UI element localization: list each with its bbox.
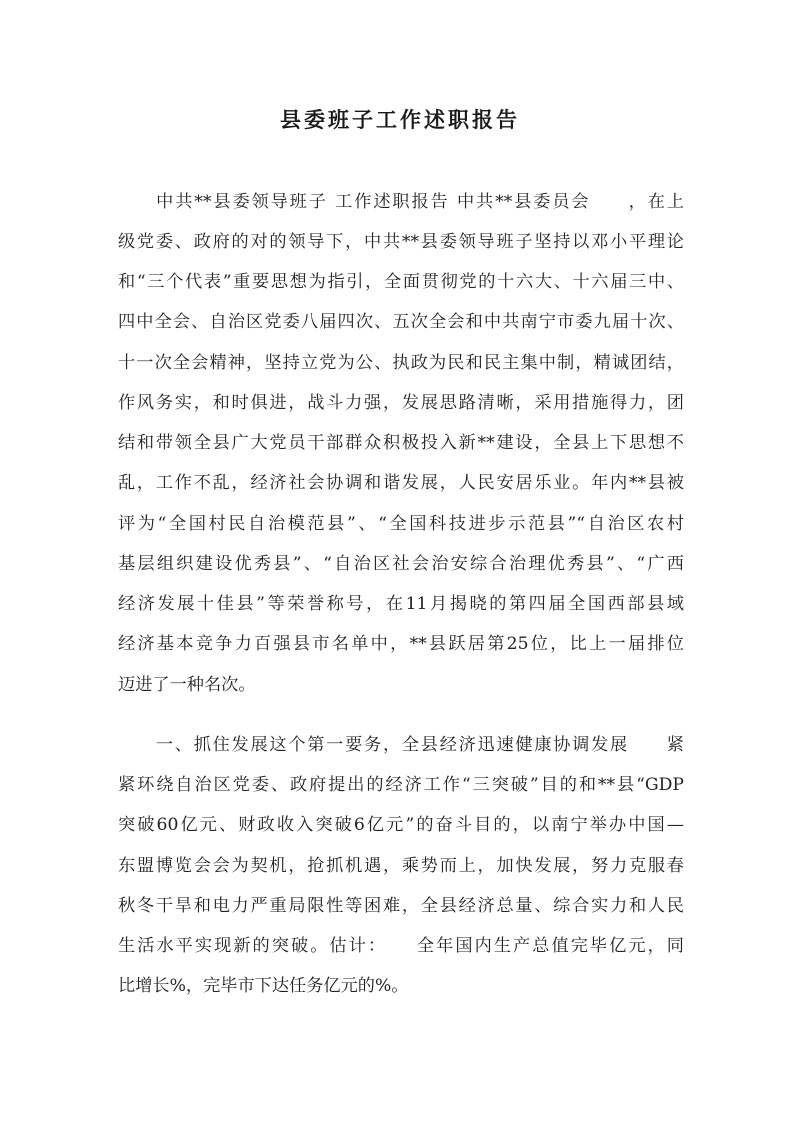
paragraph-line: 级党委、政府的对的领导下，中共**县委领导班子坚持以邓小平理论 [118,232,684,252]
paragraph-line: 生活水平实现新的突破。估计： 全年国内生产总值完毕亿元，同 [118,936,684,956]
paragraph-line: 秋冬干旱和电力严重局限性等困难，全县经济总量、综合实力和人民 [118,896,684,916]
paragraph-line: 比增长%，完毕市下达任务亿元的%。 [118,976,409,996]
paragraph-line: 乱，工作不乱，经济社会协调和谐发展，人民安居乐业。年内**县被 [118,473,684,493]
paragraph-line: 基层组织建设优秀县”、“自治区社会治安综合治理优秀县”、“广西 [118,554,684,574]
paragraph-line: 结和带领全县广大党员干部群众积极投入新**建设，全县上下思想不 [118,433,684,453]
paragraph-line: 和“三个代表”重要思想为指引，全面贯彻党的十六大、十六届三中、 [118,272,684,292]
paragraph-line: 经济发展十佳县”等荣誉称号，在11月揭晓的第四届全国西部县域 [118,594,684,614]
paragraph-line: 十一次全会精神，坚持立党为公、执政为民和民主集中制，精诚团结， [118,353,684,373]
paragraph-line: 突破60亿元、财政收入突破6亿元”的奋斗目的，以南宁举办中国— [118,815,684,835]
paragraph-line: 紧环绕自治区党委、政府提出的经济工作“三突破”目的和**县“GDP [118,775,684,795]
paragraph-line: 作风务实，和时俱进，战斗力强，发展思路清晰，采用措施得力，团 [118,393,684,413]
paragraph-line: 东盟博览会会为契机，抢抓机遇，乘势而上，加快发展，努力克服春 [118,856,684,876]
paragraph-line: 四中全会、自治区党委八届四次、五次全会和中共南宁市委九届十次、 [118,312,684,332]
paragraph-line: 迈进了一种名次。 [118,675,256,695]
paragraph-line: 评为“全国村民自治模范县”、“全国科技进步示范县”“自治区农村 [118,514,684,534]
paragraph-line: 一、抓住发展这个第一要务，全县经济迅速健康协调发展 紧 [118,735,684,755]
document-title: 县委班子工作述职报告 [280,107,520,132]
paragraph-line: 中共**县委领导班子 工作述职报告 中共**县委员会 ，在上 [118,192,684,212]
paragraph-line: 经济基本竞争力百强县市名单中，**县跃居第25位，比上一届排位 [118,634,684,654]
